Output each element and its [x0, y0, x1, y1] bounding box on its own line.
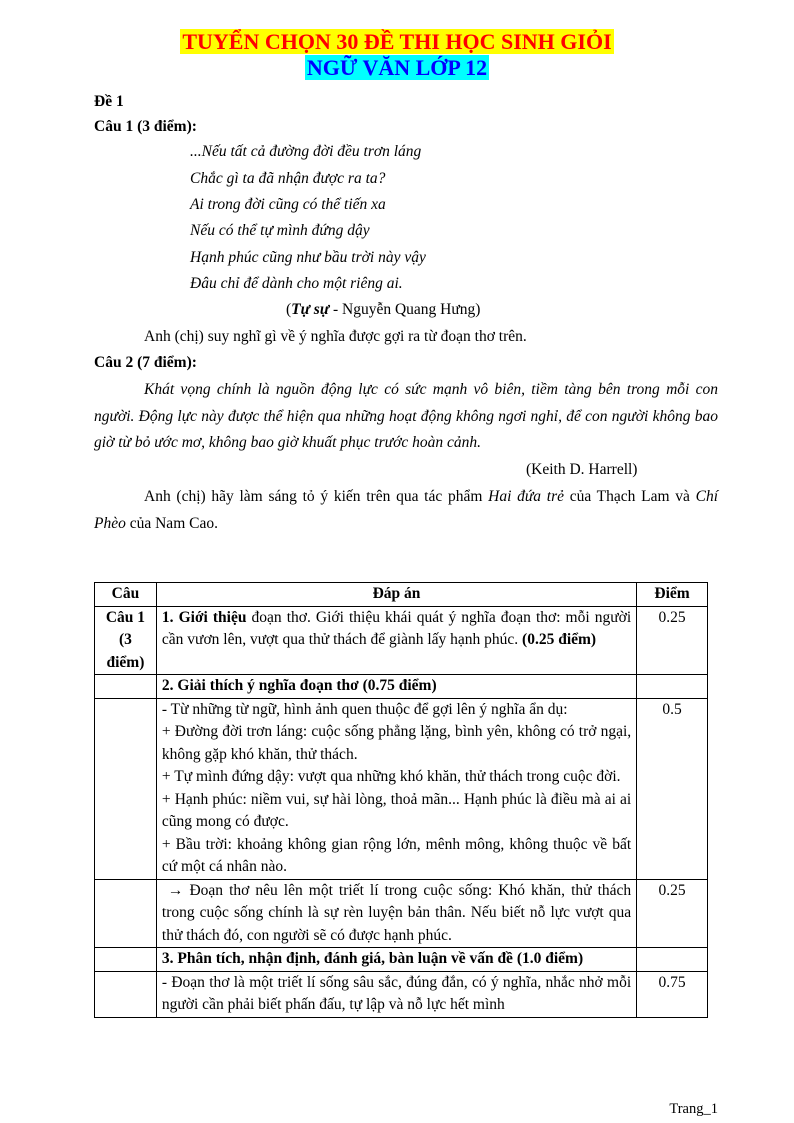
poem-line-4: Nếu có thể tự mình đứng dậy [190, 222, 370, 239]
question-1-heading: Câu 1 (3 điểm): [94, 118, 197, 135]
work-title-hai-dua-tre: Hai đứa trẻ [488, 488, 564, 505]
answer-line: + Tự mình đứng dậy: vượt qua những khó khăn, thử thách trong cuộc đời. [161, 768, 621, 785]
work-title-chi-pheo: Chí Phèo [94, 488, 719, 532]
question-2-heading: Câu 2 (7 điểm): [94, 354, 197, 371]
table-row [95, 675, 708, 699]
cell-score: 0.5 [637, 698, 708, 879]
cell-cau-1: Câu 1 (3 điểm) [95, 606, 157, 675]
cell-score: 0.75 [637, 971, 708, 1017]
answer-text: đoạn thơ. Giới thiệu khái quát ý nghĩa đoạn thơ: mỗi người cần vươn lên, vượt qua thử thách để giành lấy hạnh phúc. [161, 608, 632, 648]
table-row [95, 698, 708, 879]
poem-line-2: Chắc gì ta đã nhận được ra ta? [190, 170, 386, 187]
cell-answer: - Đoạn thơ là một triết lí sống sâu sắc, đúng đắn, có ý nghĩa, nhắc nhở mỗi người cần phải biết phấn đấu, tự lập và nỗ lực hết mình [156, 971, 636, 1017]
title-highlight-cyan: NGỮ VĂN LỚP 12 [306, 55, 488, 80]
cell-empty [637, 675, 708, 699]
poem-line-3: Ai trong đời cũng có thể tiến xa [190, 196, 386, 213]
source-work-title: Tự sự [291, 301, 330, 318]
cell-score: 0.25 [637, 879, 708, 948]
document-title-line-2 [0, 55, 794, 80]
poem-line-1: ...Nếu tất cả đường đời đều trơn láng [190, 143, 422, 160]
cell-empty [95, 675, 157, 699]
table-row [95, 879, 708, 948]
cell-empty [95, 879, 157, 948]
table-row [95, 971, 708, 1017]
header-cau: Câu [95, 583, 157, 607]
prompt-part-b: của Thạch Lam và [564, 488, 696, 505]
cell-section-heading: 2. Giải thích ý nghĩa đoạn thơ (0.75 điểm) [156, 675, 636, 699]
prompt-part-a: Anh (chị) hãy làm sáng tỏ ý kiến trên qua tác phẩm [144, 488, 489, 505]
question-1-prompt: Anh (chị) suy nghĩ gì về ý nghĩa được gợi ra từ đoạn thơ trên. [144, 328, 527, 345]
header-diem: Điểm [637, 583, 708, 607]
cell-score: 0.25 [637, 606, 708, 675]
cell-answer [156, 606, 636, 675]
cell-answer: → Đoạn thơ nêu lên một triết lí trong cuộc sống: Khó khăn, thử thách trong cuộc sống chính là sự rèn luyện bản thân. Nếu biết nỗ lực vượt qua thử thách đó, con người sẽ có được hạnh phúc. [156, 879, 636, 948]
poem-line-6: Đâu chỉ để dành cho một riêng ai. [190, 275, 403, 292]
cell-empty [637, 948, 708, 972]
poem-line-5: Hạnh phúc cũng như bầu trời này vậy [190, 249, 426, 266]
answer-line: + Đường đời trơn láng: cuộc sống phẳng lặng, bình yên, không có trở ngại, không gặp khó khăn, thử thách. [161, 723, 632, 763]
poem-source [286, 297, 480, 323]
title-highlight-yellow: TUYỂN CHỌN 30 ĐỀ THI HỌC SINH GIỎI [182, 29, 612, 54]
question-2-prompt [94, 484, 718, 537]
answer-bold-tail: (0.25 điểm) [522, 631, 597, 648]
prompt-part-c: của Nam Cao. [125, 514, 218, 532]
cell-answer [156, 698, 636, 879]
cell-empty [95, 971, 157, 1017]
table-header-row [95, 583, 708, 607]
exam-label: Đề 1 [94, 93, 124, 110]
answer-bold-lead: 1. Giới thiệu [161, 608, 247, 626]
cell-empty [95, 948, 157, 972]
document-title-line-1 [0, 29, 794, 54]
answer-line: + Hạnh phúc: niềm vui, sự hài lòng, thoả mãn... Hạnh phúc là điều mà ai ai cũng mong có được. [161, 790, 632, 830]
header-dap-an: Đáp án [156, 583, 636, 607]
table-row [95, 948, 708, 972]
question-2-quote: Khát vọng chính là nguồn động lực có sức mạnh vô biên, tiềm tàng bên trong mỗi con người. Động lực này được thể hiện qua những hoạt động không ngơi nghỉ, để con người không bao giờ từ bỏ ước mơ, không bao giờ khuất phục trước hoàn cảnh. [94, 381, 718, 451]
source-open-paren: ( [286, 301, 292, 318]
cell-section-heading: 3. Phân tích, nhận định, đánh giá, bàn luận về vấn đề (1.0 điểm) [156, 948, 636, 972]
table-row [95, 606, 708, 675]
cell-empty [95, 698, 157, 879]
quote-author: (Keith D. Harrell) [526, 461, 638, 478]
source-author: - Nguyễn Quang Hưng) [329, 301, 481, 318]
answer-line: + Bầu trời: khoảng không gian rộng lớn, mênh mông, không thuộc về bất cứ một cá nhân nào. [161, 835, 632, 875]
answer-table [94, 582, 708, 1018]
page-number: Trang_1 [669, 1101, 718, 1117]
answer-line: - Từ những từ ngữ, hình ảnh quen thuộc để gợi lên ý nghĩa ẩn dụ: [161, 700, 568, 718]
